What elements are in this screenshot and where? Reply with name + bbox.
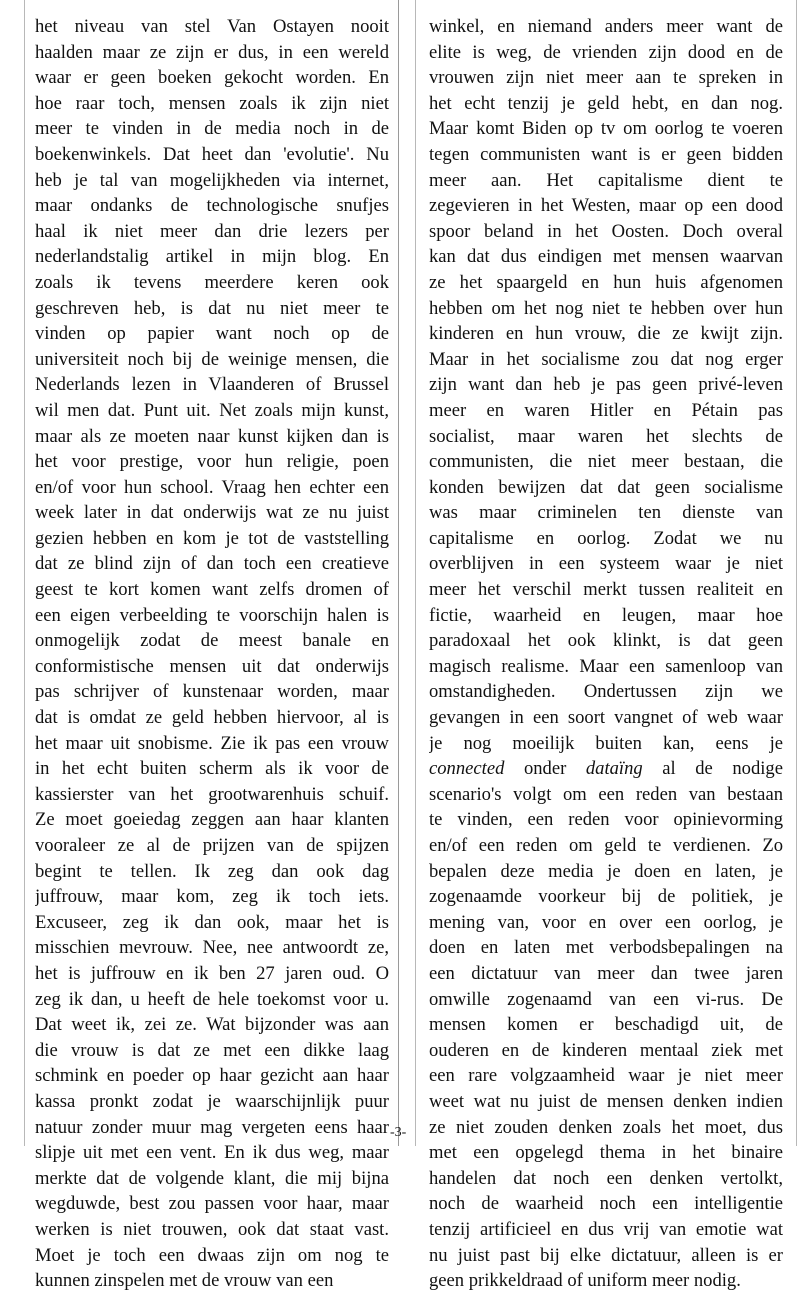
left-column-line: juffrouw, maar kom, zeg ik toch iets. [35,886,389,908]
left-column-line: schmink en poeder op haar gezicht aan haar [35,1065,389,1087]
right-column-line: vrouwen zijn niet meer aan te spreken in [429,67,783,89]
left-column-line: hoe raar toch, mensen zoals ik zijn niet [35,92,389,114]
right-column-line: een rare volgzaamheid waar je niet meer [429,1065,783,1087]
right-column-line: kinderen en hun vrouw, die ze kwijt zijn. [429,323,783,345]
right-column-line: zijn want dan heb je pas geen privé-leven [429,374,783,396]
right-column-line: gevangen in een soort vangnet of web waar [429,707,783,729]
right-column-line: magisch realisme. Maar een samenloop van [429,655,783,677]
left-column-line: Dat weet ik, zei ze. Wat bijzonder was aan [35,1014,389,1036]
left-column-line: pas schrijver of kunstenaar worden, maar [35,681,389,703]
right-column-line: handelen dat noch een denken vertolkt, [429,1167,783,1189]
left-column-line: boekenwinkels. Dat heet dan 'evolutie'. Nu [35,143,389,165]
right-column-line: kan dat dus eindigen met mensen waarvan [429,246,783,268]
right-column-line: Maar in het socialisme zou dat nog erger [429,348,783,370]
left-column-line: haal ik niet meer dan drie lezers per [35,220,389,242]
right-column-line: ze het spaargeld en hun huis afgenomen [429,271,783,293]
column-rule-center-right [415,0,416,1146]
left-column-line: waar er geen boeken gekocht worden. En [35,67,389,89]
right-column-line: overblijven in een systeem waar je niet [429,553,783,575]
right-column-line: socialist, maar waren het slechts de [429,425,783,447]
left-column-line: nederlandstalig artikel in mijn blog. En [35,246,389,268]
italic-term: dataïng [585,758,643,780]
right-column-line: ze niet zouden denken zoals het moet, dus [429,1116,783,1138]
left-column-line: wil men dat. Punt uit. Net zoals mijn kunst, [35,399,389,421]
left-column-line: slipje uit met een vent. En ik dus weg, maar [35,1142,389,1164]
right-column-line: konden bewijzen dat dat geen socialisme [429,476,783,498]
right-column-line: hebben om het nog niet te hebben over hun [429,297,783,319]
right-column-line: te vinden, een reden voor opinievorming [429,809,783,831]
right-column-line: scenario's volgt om een reden van bestaan [429,783,783,805]
column-rule-center [398,0,399,1146]
right-column-line: weet wat nu juist de mensen denken indien [429,1090,783,1112]
text-fragment: onder [504,758,586,780]
right-column-line: geen prikkeldraad of uniform meer nodig. [429,1270,741,1292]
right-column-line: was maar criminelen ten dienste van [429,502,783,524]
left-column-line: Moet je toch een dwaas zijn om nog te [35,1244,389,1266]
left-column-line: vooraleer ze al de prijzen van de spijzen [35,835,389,856]
page-number: -3- [390,1125,407,1140]
right-column-line: doen en laten met verbodsbepalingen na [429,937,783,959]
left-column-line: het niveau van stel Van Ostayen nooit [35,16,389,37]
left-column-line: en/of voor hun school. Vraag hen echter een [35,476,389,498]
left-column-line: universiteit noch bij de weinige mensen, die [35,348,389,370]
right-column-line: elite is weg, de vrienden zijn dood en de [429,41,783,63]
right-column-line: paradoxaal het ook klinkt, is dat geen [429,630,783,652]
right-column-line: winkel, en niemand anders meer want de [429,16,783,37]
right-column-line: nu juist past bij elke dictatuur, alleen is er [429,1244,783,1266]
right-column-line: noch de waarheid noch een intelligentie [429,1193,783,1215]
right-column-line: en/of een reden om geld te verdienen. Zo [429,835,783,856]
italic-term: connected [429,758,505,780]
left-column-line: vinden op papier want noch op de [35,323,389,345]
right-column-line: zogenaamde voorkeur bij de politiek, je [429,886,783,908]
left-column-line: het maar uit snobisme. Zie ik pas een vrouw [35,732,389,754]
left-column-line: maar ondanks de technologische snufjes [35,195,389,217]
right-column-line: communisten, die niet meer bestaan, die [429,451,783,473]
left-column-line: wegduwde, best zou passen voor haar, maar [35,1193,389,1215]
left-column-line: merkte dat de volgende klant, die mij bijna [35,1167,389,1189]
left-column-line: het voor prestige, voor hun religie, poen [35,451,389,473]
right-column-line: mensen komen er beschadigd uit, de [429,1014,783,1036]
right-column-line: meer het verschil merkt tussen realiteit en [429,579,783,601]
right-column-line: fictie, waarheid en leugen, maar hoe [429,604,783,626]
right-column-line: je nog moeilijk buiten kan, eens je [429,732,783,754]
right-column-line: omwille zogenaamd van een vi-rus. De [429,988,783,1010]
text-fragment: al de nodige [642,758,783,780]
left-column-line: Excuseer, zeg ik dan ook, maar het is [35,911,389,933]
left-column-line: geschreven heb, is dat nu niet meer te [35,297,389,319]
left-column-line: kunnen zinspelen met de vrouw van een [35,1270,334,1292]
left-column-line: haalden maar ze zijn er dus, in een wereld [35,41,389,63]
left-column-line: geest te kort komen want zelfs dromen of [35,579,389,601]
left-column-line: maar als ze moeten naar kunst kijken dan is [35,425,389,447]
right-column-line: ouderen en de kinderen mentaal ziek met [429,1039,783,1061]
right-column-line: met een opgelegd thema in het binaire [429,1142,783,1164]
left-column-line: kassa pronkt zodat je waarschijnlijk puur [35,1090,389,1112]
right-column-line: tegen communisten want is er geen bidden [429,143,783,165]
left-column-line: week later in dat onderwijs wat ze nu juist [35,502,389,524]
right-column-line: Maar komt Biden op tv om oorlog te voeren [429,118,783,140]
left-column-line: dat is omdat ze geld hebben hiervoor, al is [35,707,389,729]
left-column-line: een eigen verbeelding te voorschijn halen is [35,604,389,626]
right-column-line: omstandigheden. Ondertussen zijn we [429,681,783,703]
left-column-line: in het echt buiten scherm als ik voor de [35,758,389,780]
left-column-line: dat ze blind zijn of dan toch een creatieve [35,553,389,575]
left-column-line: meer te vinden in de media noch in de [35,118,389,140]
left-column-line: gezien hebben en kom je tot de vaststelling [35,527,389,549]
left-column-line: zoals ik tevens meerdere keren ook [35,271,389,293]
right-column-line: bepalen deze media je doen en laten, je [429,860,783,882]
right-column-line [429,756,783,782]
left-column-line: onmogelijk zodat de meest banale en [35,630,389,652]
left-column-line: Ze moet goeiedag zeggen aan haar klanten [35,809,389,831]
left-column-line: conformistische mensen uit dat onderwijs [35,655,389,677]
right-column-line: capitalisme en oorlog. Zodat we nu [429,527,783,549]
left-text-column [35,14,389,1294]
right-column-line: spoor beland in het Oosten. Doch overal [429,220,783,242]
column-rule-left [24,0,25,1146]
right-column-line: mening van, voor en over een oorlog, je [429,911,783,933]
left-column-line: Nederlands lezen in Vlaanderen of Brussel [35,374,389,396]
right-column-line: zegevieren in het Westen, maar op een dood [429,195,783,217]
right-column-line: tenzij artificieel en dus vrij van emotie wat [429,1218,783,1240]
right-text-column [429,14,783,1294]
column-rule-right [796,0,797,1146]
left-column-line: die vrouw is dat ze met een dikke laag [35,1039,389,1061]
left-column-line: het is juffrouw en ik ben 27 jaren oud. O [35,962,389,984]
left-column-line: misschien mevrouw. Nee, nee antwoordt ze, [35,937,389,959]
left-column-line: werken is niet trouwen, ook dat staat vast. [35,1218,389,1240]
left-column-line: natuur zonder muur mag vergeten eens haar [35,1116,389,1138]
right-column-line: het echt tenzij je geld hebt, en dan nog. [429,92,783,114]
right-column-line: meer aan. Het capitalisme dient te [429,169,783,191]
left-column-line: kassierster van het grootwarenhuis schuif. [35,783,389,805]
left-column-line: heb je tal van mogelijkheden via internet, [35,169,389,191]
right-column-line: meer en waren Hitler en Pétain pas [429,399,783,421]
right-column-line: een dictatuur van meer dan twee jaren [429,962,783,984]
left-column-line: zeg ik dan, u heeft de hele toekomst voor u. [35,988,389,1010]
left-column-line: begint te tellen. Ik zeg dan ook dag [35,860,389,882]
